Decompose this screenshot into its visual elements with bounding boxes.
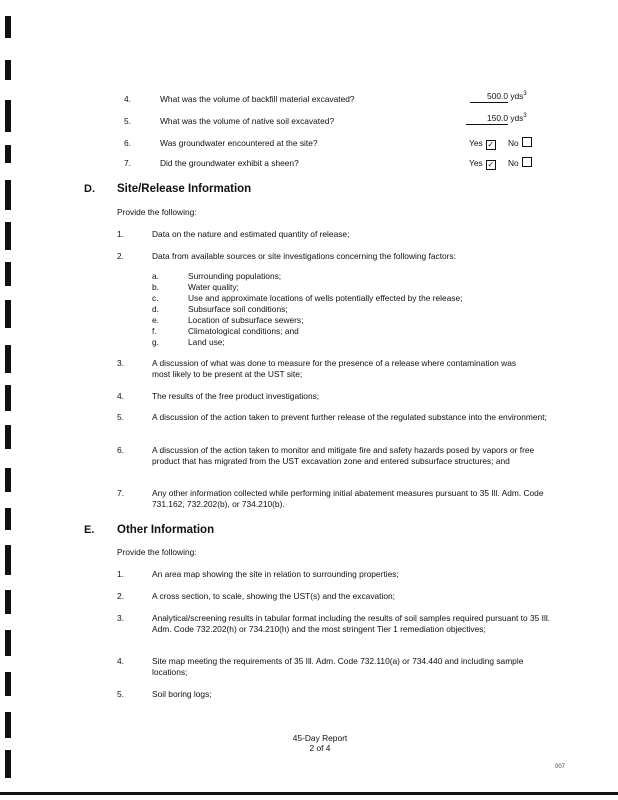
page-stamp: 007 <box>555 764 566 770</box>
factor-letter: a. <box>152 271 159 281</box>
item-text: Soil boring logs; <box>152 689 212 699</box>
item-text: Data on the nature and estimated quantity of release; <box>152 229 350 239</box>
question-text: What was the volume of native soil excavated? <box>160 116 335 126</box>
item-number: 5. <box>117 412 124 422</box>
item-text: Data from available sources or site investigations concerning the following factors: <box>152 251 456 261</box>
question-number: 5. <box>124 116 131 126</box>
no-label: No <box>508 158 519 168</box>
item-number: 3. <box>117 358 124 368</box>
item-text: An area map showing the site in relation to surrounding properties; <box>152 569 399 579</box>
no-checkbox[interactable] <box>522 157 532 167</box>
item-number: 7. <box>117 488 124 498</box>
scan-edge-line <box>0 792 618 795</box>
yes-checkbox[interactable]: ✓ <box>487 140 495 149</box>
item-number: 2. <box>117 251 124 261</box>
yes-label: Yes <box>469 158 483 168</box>
item-number: 5. <box>117 689 124 699</box>
item-number: 4. <box>117 656 124 666</box>
section-e-letter: E. <box>84 524 95 536</box>
item-text: A discussion of the action taken to monitor and mitigate fire and safety hazards posed by vapors or free product that has migrated from the UST excavation zone and entered subsurface structures; and <box>152 445 535 466</box>
item-text: Site map meeting the requirements of 35 Ill. Adm. Code 732.110(a) or 734.440 and including sample locations; <box>152 656 524 677</box>
section-d-intro: Provide the following: <box>117 207 197 217</box>
factor-letter: c. <box>152 293 159 303</box>
item-text: A discussion of what was done to measure for the presence of a release where contamination was most likely to be present at the UST site; <box>152 358 517 379</box>
unit-exponent: 3 <box>523 113 527 120</box>
question-text: Was groundwater encountered at the site? <box>160 138 318 148</box>
item-number: 1. <box>117 569 124 579</box>
yes-label: Yes <box>469 138 483 148</box>
section-e-intro: Provide the following: <box>117 547 197 557</box>
item-number: 4. <box>117 391 124 401</box>
item-text: Any other information collected while performing initial abatement measures pursuant to 35 Ill. Adm. Code 731.162, 732.202(b), or 734.210(b). <box>152 488 544 509</box>
factor-text: Surrounding populations; <box>188 271 282 281</box>
yes-checkbox[interactable]: ✓ <box>487 160 495 169</box>
factor-letter: g. <box>152 337 159 347</box>
section-d-letter: D. <box>84 183 95 195</box>
factor-letter: b. <box>152 282 159 292</box>
factor-text: Water quality; <box>188 282 239 292</box>
question-number: 4. <box>124 94 131 104</box>
no-label: No <box>508 138 519 148</box>
section-d-title: Site/Release Information <box>117 183 252 195</box>
item-number: 6. <box>117 445 124 455</box>
factor-text: Use and approximate locations of wells potentially effected by the release; <box>188 293 463 303</box>
item-text: A discussion of the action taken to prevent further release of the regulated substance into the environment; <box>152 412 547 422</box>
factor-letter: e. <box>152 315 159 325</box>
factor-text: Subsurface soil conditions; <box>188 304 288 314</box>
question-number: 6. <box>124 138 131 148</box>
unit-exponent: 3 <box>523 91 527 98</box>
factor-text: Location of subsurface sewers; <box>188 315 304 325</box>
page-number: 2 of 4 <box>309 743 331 753</box>
item-number: 1. <box>117 229 124 239</box>
backfill-volume-field[interactable]: 500.0 <box>470 91 508 103</box>
item-text: A cross section, to scale, showing the UST(s) and the excavation; <box>152 591 395 601</box>
question-text: Did the groundwater exhibit a sheen? <box>160 158 299 168</box>
no-checkbox[interactable] <box>522 137 532 147</box>
item-number: 3. <box>117 613 124 623</box>
factor-text: Climatological conditions; and <box>188 326 299 336</box>
factor-text: Land use; <box>188 337 225 347</box>
question-text: What was the volume of backfill material excavated? <box>160 94 355 104</box>
footer-title: 45-Day Report <box>292 733 348 743</box>
native-soil-volume-field[interactable]: 150.0 <box>466 113 508 125</box>
item-text: The results of the free product investigations; <box>152 391 320 401</box>
item-text: Analytical/screening results in tabular format including the results of soil samples required pursuant to 35 Ill. Adm. Code 732.202(h) or 734.210(h) and the most stringent Tier 1 remediation objectives; <box>152 613 551 634</box>
unit-label: yds <box>510 91 524 101</box>
question-number: 7. <box>124 158 131 168</box>
section-e-title: Other Information <box>117 524 215 536</box>
factor-letter: d. <box>152 304 159 314</box>
item-number: 2. <box>117 591 124 601</box>
factor-letter: f. <box>152 326 157 336</box>
unit-label: yds <box>510 113 524 123</box>
